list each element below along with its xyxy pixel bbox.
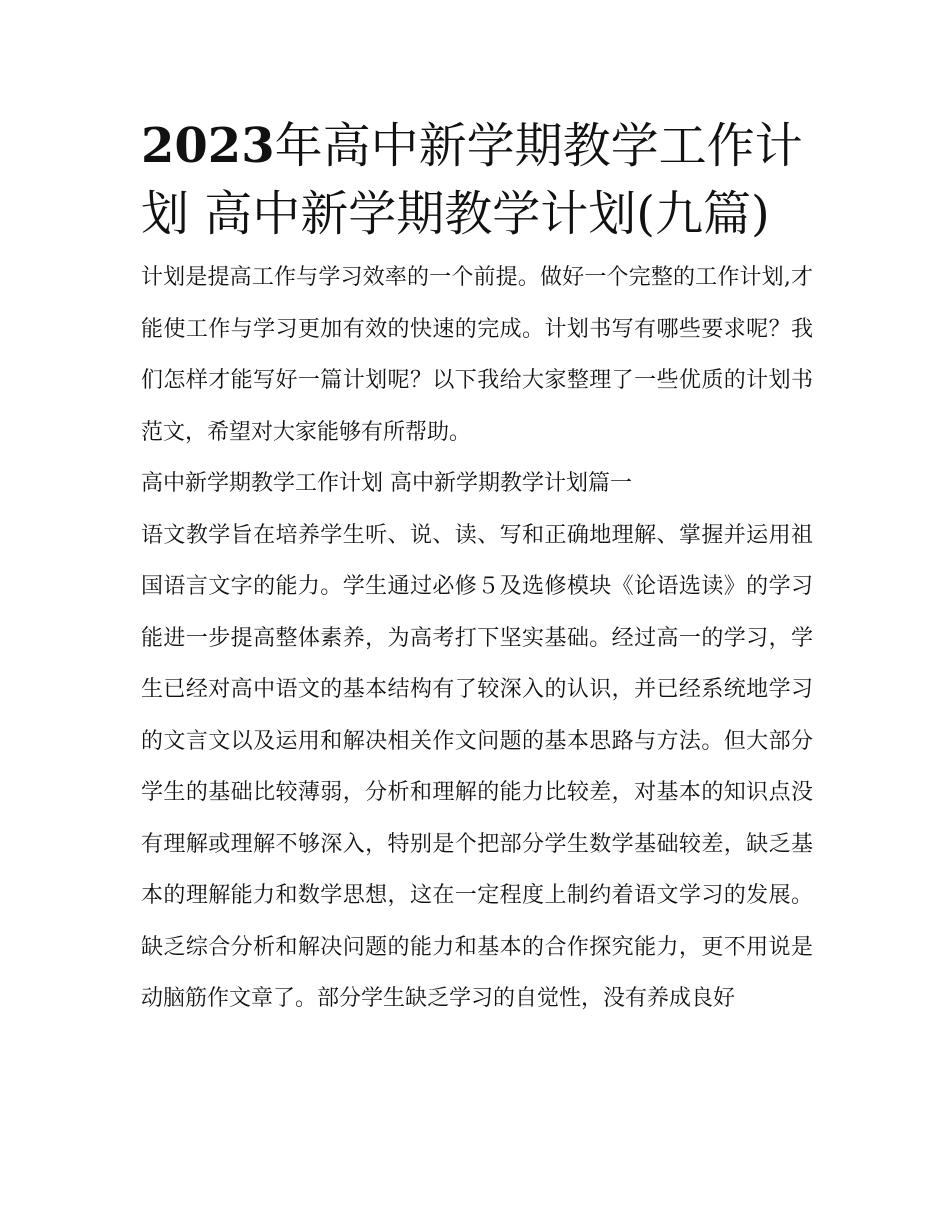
document-title <box>141 112 813 248</box>
document-content <box>141 112 813 1025</box>
document-body <box>141 252 813 1025</box>
body-paragraph: 语文教学旨在培养学生听、说、读、写和正确地理解、掌握并运用祖国语言文字的能力。学生通过必修５及选修模块《论语选读》的学习能进一步提高整体素养，为高考打下坚实基础。经过高一的学习，学生已经对高中语文的基本结构有了较深入的认识，并已经系统地学习的文言文以及运用和解决相关作文问题的基本思路与方法。但大部分学生的基础比较薄弱，分析和理解的能力比较差，对基本的知识点没有理解或理解不够深入，特别是个把部分学生数学基础较差，缺乏基本的理解能力和数学思想，这在一定程度上制约着语文学习的发展。缺乏综合分析和解决问题的能力和基本的合作探究能力，更不用说是动脑筋作文章了。部分学生缺乏学习的自觉性，没有养成良好 <box>141 522 813 1011</box>
title-text: 年高中新学期教学工作计划 高中新学期教学计划(九篇) <box>141 118 803 242</box>
section-heading: 高中新学期教学工作计划 高中新学期教学计划篇一 <box>141 471 632 496</box>
intro-paragraph: 计划是提高工作与学习效率的一个前提。做好一个完整的工作计划,才能使工作与学习更加有效的快速的完成。计划书写有哪些要求呢？我们怎样才能写好一篇计划呢？以下我给大家整理了一些优质的计划书范文，希望对大家能够有所帮助。 <box>141 265 813 445</box>
title-year: 2023 <box>141 118 275 174</box>
